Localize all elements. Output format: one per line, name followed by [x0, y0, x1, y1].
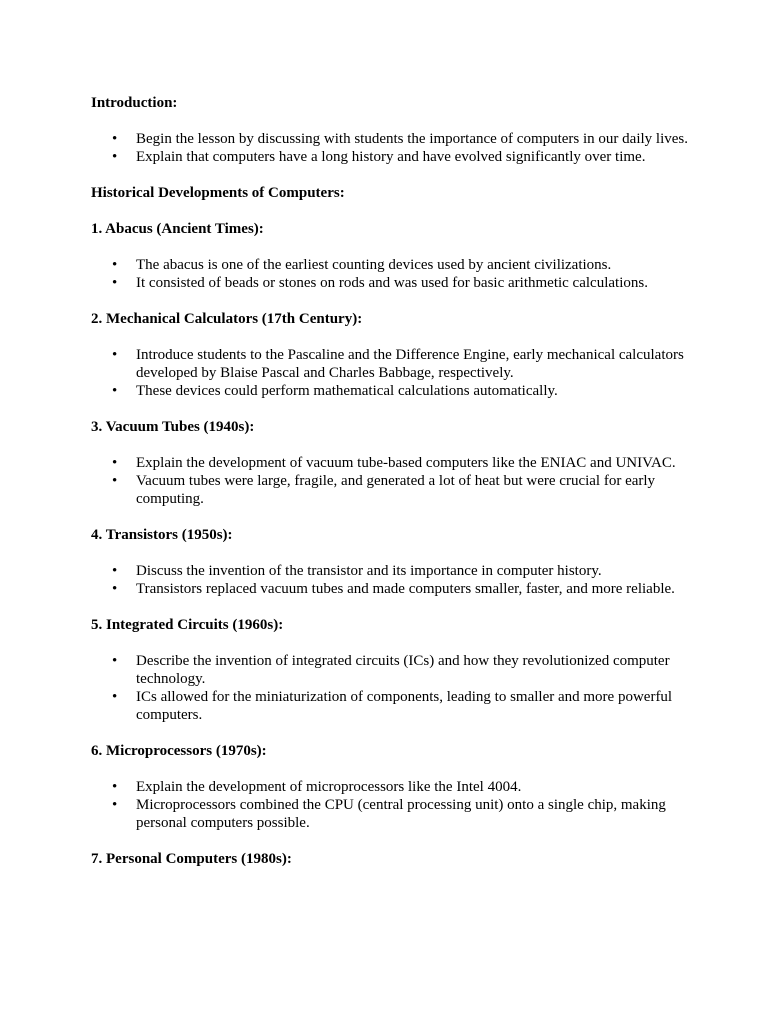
- list-item-text: Transistors replaced vacuum tubes and made computers smaller, faster, and more reliable.: [136, 581, 675, 597]
- list-item-text: Microprocessors combined the CPU (central processing unit) onto a single chip, making personal computers possible.: [136, 797, 666, 831]
- bullet-list-introduction: [91, 130, 691, 166]
- bullet-list-microprocessors: [91, 778, 691, 832]
- bullet-list-integrated-circuits: [91, 652, 691, 724]
- bullet-icon: •: [112, 473, 118, 489]
- section-heading-vacuum-tubes: 3. Vacuum Tubes (1940s):: [91, 419, 255, 435]
- list-item-text: The abacus is one of the earliest counting devices used by ancient civilizations.: [136, 257, 612, 273]
- list-item: [91, 796, 691, 832]
- bullet-icon: •: [112, 581, 118, 597]
- list-item-text: Explain the development of vacuum tube-based computers like the ENIAC and UNIVAC.: [136, 455, 676, 471]
- bullet-icon: •: [112, 257, 118, 273]
- bullet-icon: •: [112, 455, 118, 471]
- list-item: [91, 454, 691, 472]
- list-item-text: Discuss the invention of the transistor and its importance in computer history.: [136, 563, 602, 579]
- list-item-text: Vacuum tubes were large, fragile, and generated a lot of heat but were crucial for early computing.: [136, 473, 656, 507]
- bullet-icon: •: [112, 347, 118, 363]
- bullet-icon: •: [112, 275, 118, 291]
- list-item: [91, 562, 691, 580]
- list-item-text: Explain the development of microprocessors like the Intel 4004.: [136, 779, 522, 795]
- list-item-text: Begin the lesson by discussing with students the importance of computers in our daily lives.: [136, 131, 689, 147]
- list-item: [91, 652, 691, 688]
- list-item: [91, 382, 691, 400]
- list-item: [91, 346, 691, 382]
- section-heading-microprocessors: 6. Microprocessors (1970s):: [91, 743, 267, 759]
- section-heading-historical: Historical Developments of Computers:: [91, 185, 345, 201]
- section-heading-transistors: 4. Transistors (1950s):: [91, 527, 233, 543]
- list-item: [91, 130, 691, 148]
- bullet-icon: •: [112, 797, 118, 813]
- bullet-icon: •: [112, 779, 118, 795]
- section-heading-abacus: 1. Abacus (Ancient Times):: [91, 221, 264, 237]
- list-item: [91, 580, 691, 598]
- list-item: [91, 472, 691, 508]
- section-heading-introduction: Introduction:: [91, 95, 178, 111]
- bullet-icon: •: [112, 563, 118, 579]
- list-item: [91, 274, 691, 292]
- bullet-list-vacuum-tubes: [91, 454, 691, 508]
- list-item: [91, 688, 691, 724]
- bullet-icon: •: [112, 653, 118, 669]
- list-item-text: Describe the invention of integrated circuits (ICs) and how they revolutionized computer technology.: [136, 653, 670, 687]
- bullet-icon: •: [112, 689, 118, 705]
- list-item-text: It consisted of beads or stones on rods and was used for basic arithmetic calculations.: [136, 275, 648, 291]
- list-item: [91, 256, 691, 274]
- list-item-text: Introduce students to the Pascaline and the Difference Engine, early mechanical calculators developed by Blaise Pascal and Charles Babbage, respectively.: [136, 347, 684, 381]
- document-content: [91, 94, 691, 886]
- bullet-list-abacus: [91, 256, 691, 292]
- section-heading-mechanical-calculators: 2. Mechanical Calculators (17th Century):: [91, 311, 363, 327]
- bullet-list-mechanical-calculators: [91, 346, 691, 400]
- list-item-text: ICs allowed for the miniaturization of components, leading to smaller and more powerful computers.: [136, 689, 673, 723]
- list-item-text: Explain that computers have a long history and have evolved significantly over time.: [136, 149, 646, 165]
- section-heading-personal-computers: 7. Personal Computers (1980s):: [91, 851, 292, 867]
- list-item: [91, 778, 691, 796]
- bullet-icon: •: [112, 383, 118, 399]
- list-item-text: These devices could perform mathematical calculations automatically.: [136, 383, 558, 399]
- bullet-icon: •: [112, 131, 118, 147]
- list-item: [91, 148, 691, 166]
- section-heading-integrated-circuits: 5. Integrated Circuits (1960s):: [91, 617, 284, 633]
- bullet-icon: •: [112, 149, 118, 165]
- bullet-list-transistors: [91, 562, 691, 598]
